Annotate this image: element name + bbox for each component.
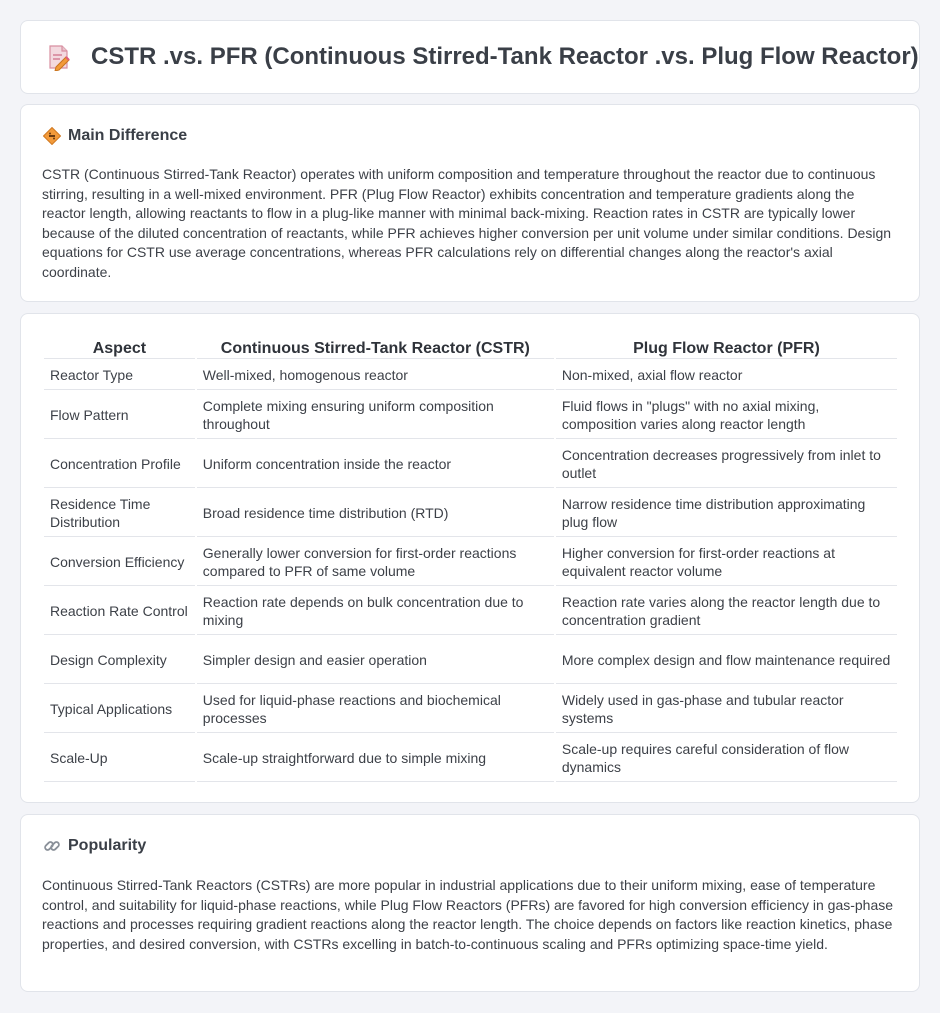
- header-pfr: Plug Flow Reactor (PFR): [556, 336, 897, 359]
- row-pfr: Higher conversion for first-order reactions at equivalent reactor volume: [556, 539, 897, 586]
- table-row: [44, 637, 897, 684]
- row-pfr: Fluid flows in "plugs" with no axial mixing, composition varies along reactor length: [556, 392, 897, 439]
- row-pfr: Widely used in gas-phase and tubular reactor systems: [556, 686, 897, 733]
- row-aspect: Residence Time Distribution: [44, 490, 195, 537]
- link-icon: [43, 837, 61, 855]
- table-row: [44, 490, 897, 537]
- row-pfr: More complex design and flow maintenance required: [556, 637, 897, 684]
- comparison-section: [20, 313, 920, 803]
- row-pfr: Scale-up requires careful consideration of flow dynamics: [556, 735, 897, 782]
- table-row: [44, 686, 897, 733]
- row-pfr: Reaction rate varies along the reactor length due to concentration gradient: [556, 588, 897, 635]
- row-aspect: Concentration Profile: [44, 441, 195, 488]
- popularity-section: [20, 814, 920, 992]
- row-cstr: Broad residence time distribution (RTD): [197, 490, 554, 537]
- row-aspect: Reaction Rate Control: [44, 588, 195, 635]
- row-cstr: Scale-up straightforward due to simple mixing: [197, 735, 554, 782]
- table-row: [44, 735, 897, 782]
- row-aspect: Typical Applications: [44, 686, 195, 733]
- table-row: [44, 392, 897, 439]
- popularity-text: Continuous Stirred-Tank Reactors (CSTRs) are more popular in industrial applications due to their uniform mixing, ease of temperature control, and suitability for liquid-phase reactions, while Plug Flow Reactors (PFRs) are favored for high conversion efficiency in gas-phase reactions and processes requiring gradient reactions along the reactor length. The choice depends on factors like reaction kinetics, phase properties, and desired conversion, with CSTRs excelling in batch-to-continuous scaling and PFRs optimizing space-time yield.: [42, 877, 894, 952]
- table-row: [44, 588, 897, 635]
- page-title: CSTR .vs. PFR (Continuous Stirred-Tank Reactor .vs. Plug Flow Reactor): [91, 43, 919, 70]
- row-pfr: Non-mixed, axial flow reactor: [556, 361, 897, 390]
- row-aspect: Design Complexity: [44, 637, 195, 684]
- table-row: [44, 361, 897, 390]
- main-difference-text: CSTR (Continuous Stirred-Tank Reactor) operates with uniform composition and temperature throughout the reactor due to continuous stirring, resulting in a well-mixed environment. PFR (Plug Flow Reactor) exhibits concentration and temperature gradients along the reactor length, allowing reactants to flow in a plug-like manner with minimal back-mixing. Reaction rates in CSTR are typically lower because of the diluted concentration of reactants, while PFR achieves higher conversion per unit volume under similar conditions. Design equations for CSTR use average concentrations, whereas PFR calculations rely on differential changes along the reactor's axial coordinate.: [42, 166, 892, 280]
- main-difference-section: [20, 104, 920, 302]
- table-row: [44, 441, 897, 488]
- row-cstr: Generally lower conversion for first-order reactions compared to PFR of same volume: [197, 539, 554, 586]
- header-aspect: Aspect: [44, 336, 195, 359]
- table-row: [44, 539, 897, 586]
- title-card: [20, 20, 920, 94]
- diamond-sign-icon: [43, 127, 61, 145]
- row-cstr: Complete mixing ensuring uniform composition throughout: [197, 392, 554, 439]
- row-cstr: Used for liquid-phase reactions and biochemical processes: [197, 686, 554, 733]
- row-aspect: Flow Pattern: [44, 392, 195, 439]
- popularity-heading: Popularity: [68, 837, 147, 854]
- row-aspect: Conversion Efficiency: [44, 539, 195, 586]
- comparison-table: [42, 334, 899, 784]
- row-pfr: Narrow residence time distribution approximating plug flow: [556, 490, 897, 537]
- row-pfr: Concentration decreases progressively from inlet to outlet: [556, 441, 897, 488]
- row-aspect: Reactor Type: [44, 361, 195, 390]
- row-aspect: Scale-Up: [44, 735, 195, 782]
- row-cstr: Reaction rate depends on bulk concentration due to mixing: [197, 588, 554, 635]
- memo-pencil-icon: [47, 43, 71, 71]
- header-cstr: Continuous Stirred-Tank Reactor (CSTR): [197, 336, 554, 359]
- table-header-row: [44, 336, 897, 359]
- row-cstr: Uniform concentration inside the reactor: [197, 441, 554, 488]
- row-cstr: Simpler design and easier operation: [197, 637, 554, 684]
- row-cstr: Well-mixed, homogenous reactor: [197, 361, 554, 390]
- main-difference-heading: Main Difference: [68, 127, 188, 144]
